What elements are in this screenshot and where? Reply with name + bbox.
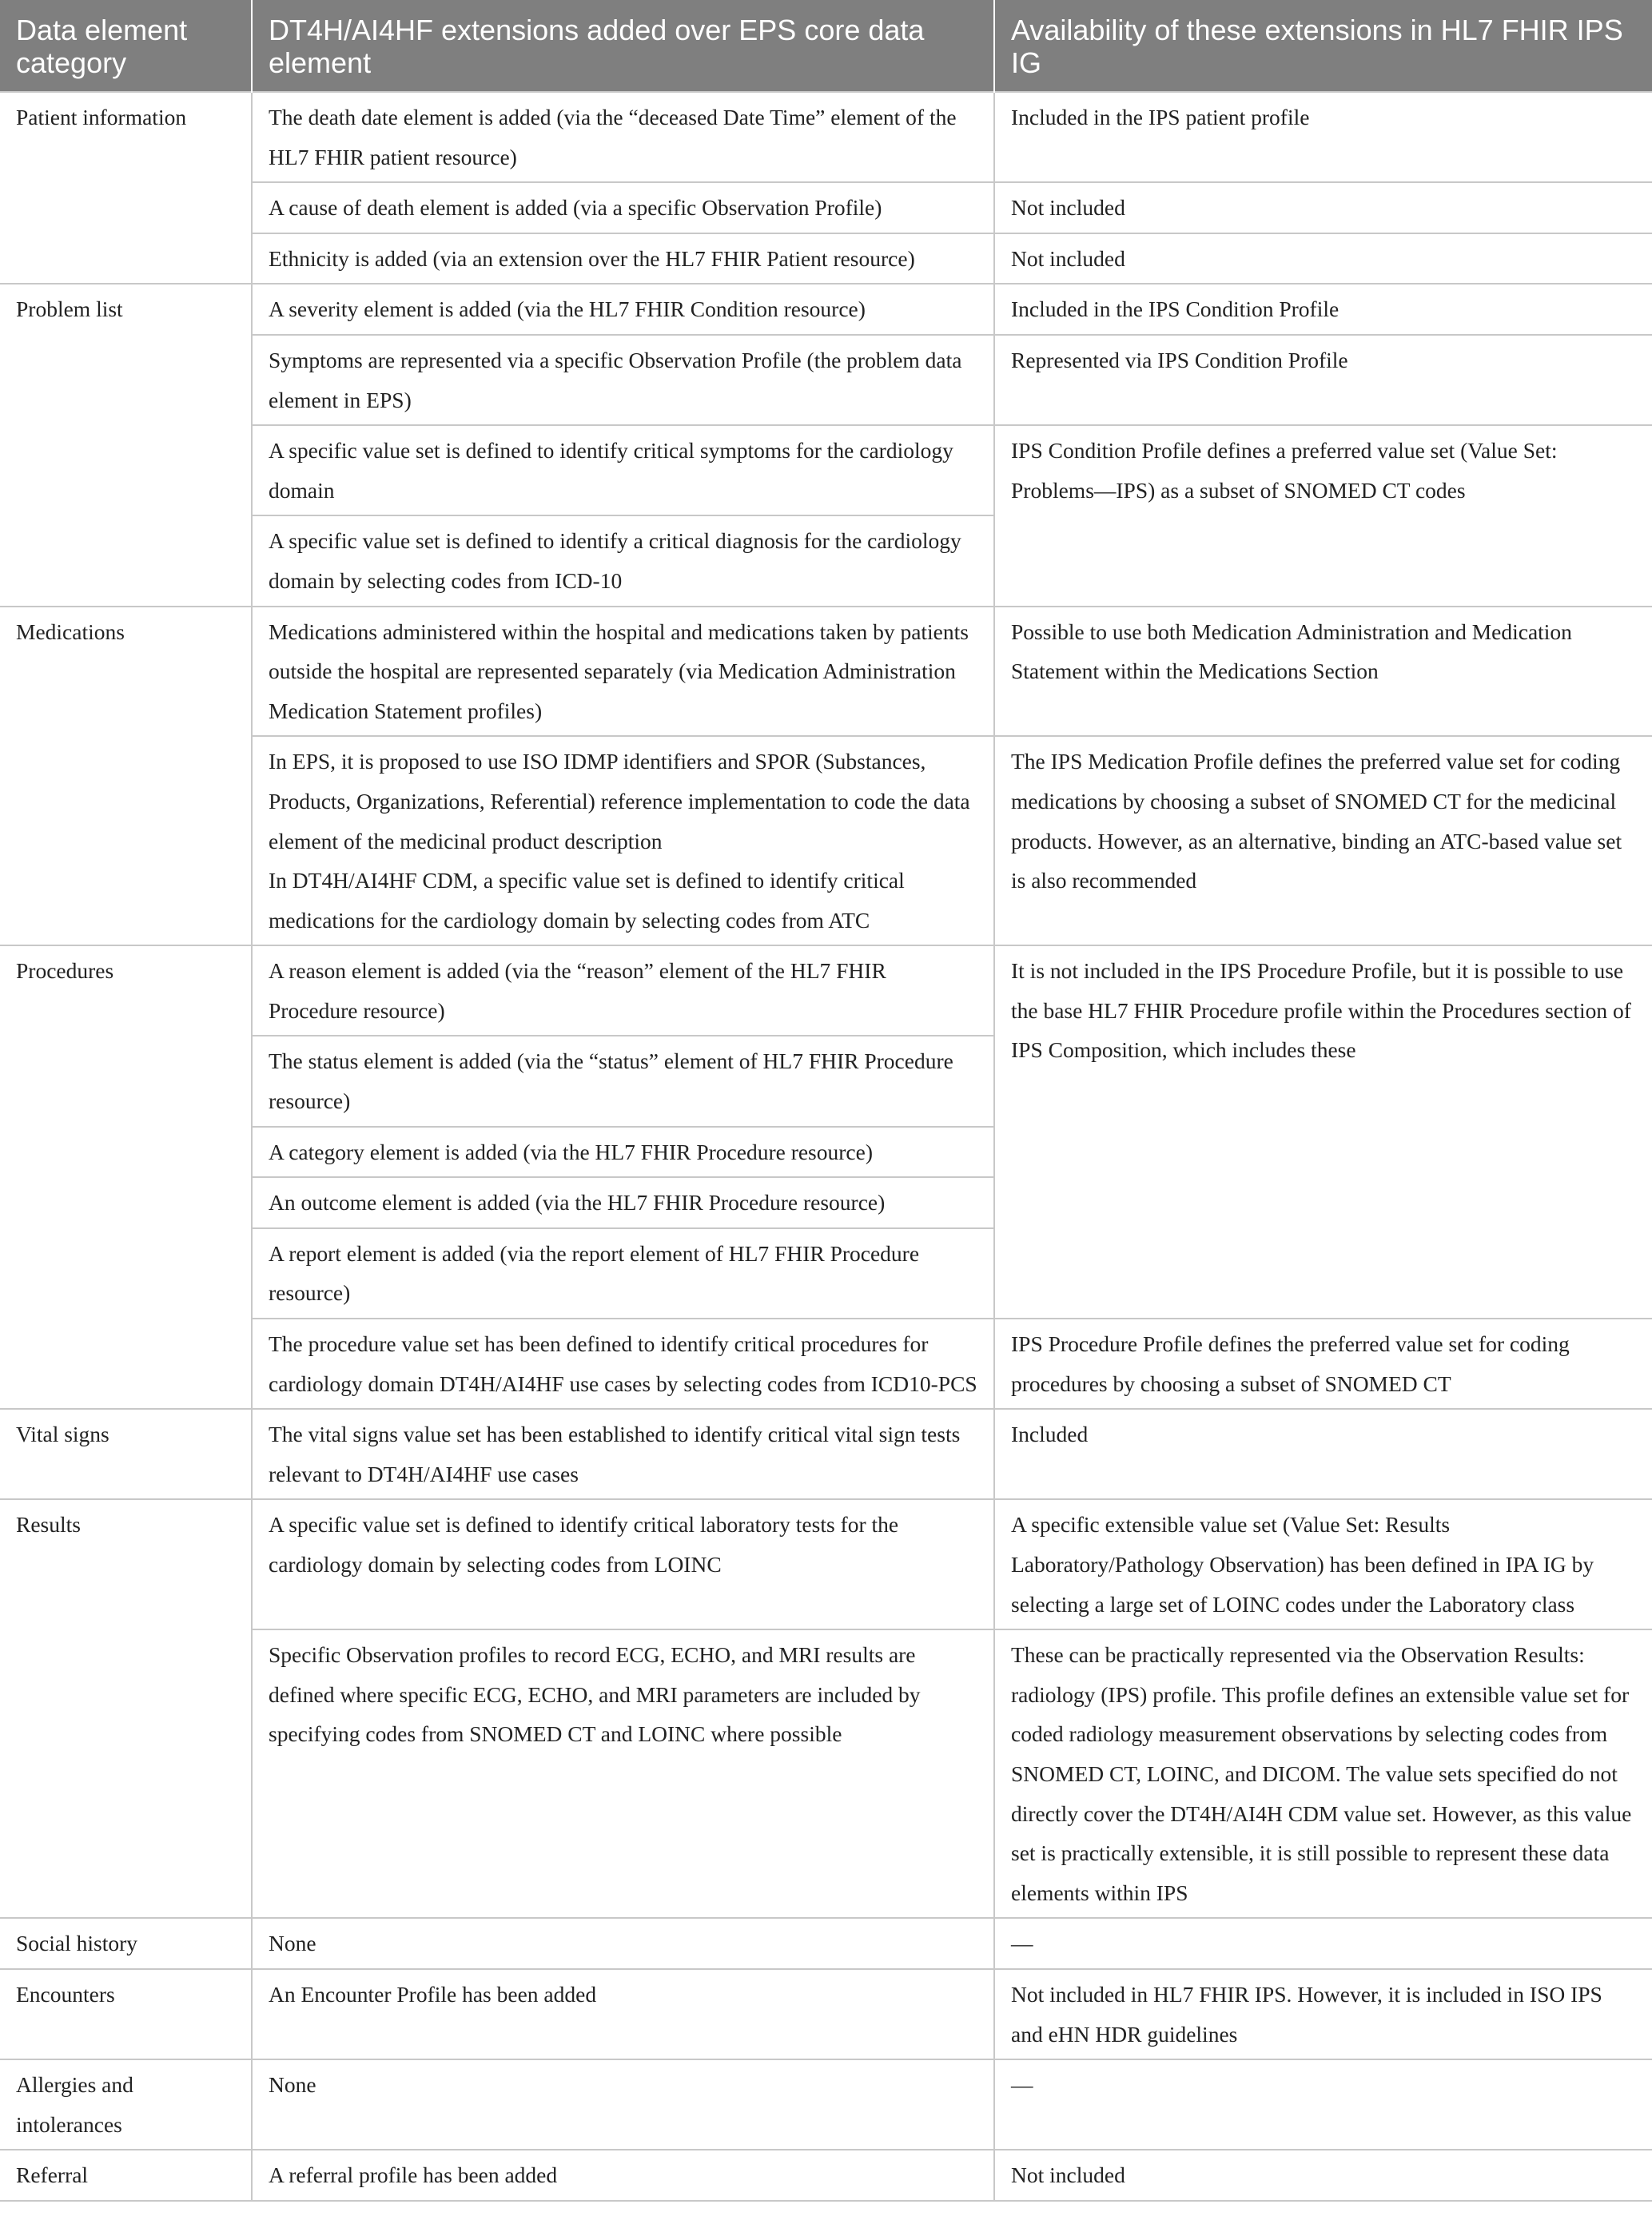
availability-cell: Included in the IPS patient profile [994,92,1652,182]
table-row [0,2059,1652,2150]
table-row [0,1918,1652,1969]
extension-cell: Medications administered within the hospital and medications taken by patients outside the hospital are represented separately (via Medication Administration Medication Statement profiles) [252,607,994,737]
table-row [0,1499,1652,1629]
category-cell: Allergies and intolerances [0,2059,252,2150]
category-cell: Medications [0,607,252,946]
availability-cell: Represented via IPS Condition Profile [994,335,1652,425]
extension-cell: The death date element is added (via the “deceased Date Time” element of the HL7 FHIR patient resource) [252,92,994,182]
extension-cell: An Encounter Profile has been added [252,1969,994,2059]
availability-cell: Included [994,1409,1652,1499]
extension-cell: A category element is added (via the HL7 FHIR Procedure resource) [252,1127,994,1178]
header-extensions: DT4H/AI4HF extensions added over EPS core data element [252,0,994,92]
category-cell: Patient information [0,92,252,284]
extension-cell: A cause of death element is added (via a specific Observation Profile) [252,182,994,233]
extension-cell: A reason element is added (via the “reason” element of the HL7 FHIR Procedure resource) [252,945,994,1036]
extension-cell: The procedure value set has been defined to identify critical procedures for cardiology domain DT4H/AI4HF use cases by selecting codes from ICD10-PCS [252,1319,994,1409]
category-cell: Referral [0,2150,252,2201]
extension-cell: A specific value set is defined to identify a critical diagnosis for the cardiology domain by selecting codes from ICD-10 [252,515,994,606]
extension-cell: A report element is added (via the report element of HL7 FHIR Procedure resource) [252,1228,994,1319]
table-row [0,2150,1652,2201]
category-cell: Procedures [0,945,252,1409]
availability-cell: It is not included in the IPS Procedure Profile, but it is possible to use the base HL7 FHIR Procedure profile within the Procedures section of IPS Composition, which includes these [994,945,1652,1319]
header-row [0,0,1652,92]
extension-cell: None [252,1918,994,1969]
availability-cell: — [994,1918,1652,1969]
category-cell: Results [0,1499,252,1918]
table-row [0,1409,1652,1499]
availability-cell: — [994,2059,1652,2150]
availability-cell: Not included [994,182,1652,233]
extension-cell: A specific value set is defined to identify critical laboratory tests for the cardiology domain by selecting codes from LOINC [252,1499,994,1629]
table-row [0,92,1652,182]
availability-cell: Not included [994,233,1652,284]
table-header [0,0,1652,92]
header-category: Data element category [0,0,252,92]
extension-cell: Symptoms are represented via a specific Observation Profile (the problem data element in EPS) [252,335,994,425]
availability-cell: Not included in HL7 FHIR IPS. However, it is included in ISO IPS and eHN HDR guidelines [994,1969,1652,2059]
category-cell: Encounters [0,1969,252,2059]
availability-cell: The IPS Medication Profile defines the preferred value set for coding medications by choosing a subset of SNOMED CT for the medicinal products. However, as an alternative, binding an ATC-based value set is also recommended [994,736,1652,945]
category-cell: Social history [0,1918,252,1969]
extension-cell: The vital signs value set has been established to identify critical vital sign tests relevant to DT4H/AI4HF use cases [252,1409,994,1499]
availability-cell: A specific extensible value set (Value Set: Results Laboratory/Pathology Observation) has been defined in IPA IG by selecting a large set of LOINC codes under the Laboratory class [994,1499,1652,1629]
table-row [0,1969,1652,2059]
extension-cell: A severity element is added (via the HL7 FHIR Condition resource) [252,284,994,335]
extension-paragraph: In DT4H/AI4HF CDM, a specific value set is defined to identify critical medications for the cardiology domain by selecting codes from ATC [269,868,905,933]
extension-cell: A specific value set is defined to identify critical symptoms for the cardiology domain [252,425,994,515]
extension-paragraph: In EPS, it is proposed to use ISO IDMP identifiers and SPOR (Substances, Products, Organizations, Referential) reference implementation to code the data element of the medicinal product description [269,749,970,853]
extension-cell: A referral profile has been added [252,2150,994,2201]
availability-cell: IPS Procedure Profile defines the preferred value set for coding procedures by choosing a subset of SNOMED CT [994,1319,1652,1409]
table-body [0,92,1652,2201]
availability-cell: Possible to use both Medication Administration and Medication Statement within the Medications Section [994,607,1652,737]
header-availability: Availability of these extensions in HL7 FHIR IPS IG [994,0,1652,92]
extension-cell: Ethnicity is added (via an extension over the HL7 FHIR Patient resource) [252,233,994,284]
extension-cell: Specific Observation profiles to record ECG, ECHO, and MRI results are defined where specific ECG, ECHO, and MRI parameters are included by specifying codes from SNOMED CT and LOINC where possible [252,1629,994,1918]
availability-cell: Not included [994,2150,1652,2201]
category-cell: Problem list [0,284,252,606]
extension-cell: An outcome element is added (via the HL7 FHIR Procedure resource) [252,1177,994,1228]
availability-cell: Included in the IPS Condition Profile [994,284,1652,335]
extension-cell: The status element is added (via the “status” element of HL7 FHIR Procedure resource) [252,1036,994,1126]
availability-cell: These can be practically represented via the Observation Results: radiology (IPS) profile. This profile defines an extensible value set for coded radiology measurement observations by selecting codes from SNOMED CT, LOINC, and DICOM. The value sets specified do not directly cover the DT4H/AI4H CDM value set. However, as this value set is practically extensible, it is still possible to represent these data elements within IPS [994,1629,1652,1918]
availability-cell: IPS Condition Profile defines a preferred value set (Value Set: Problems—IPS) as a subset of SNOMED CT codes [994,425,1652,606]
category-cell: Vital signs [0,1409,252,1499]
table-row [0,284,1652,335]
extension-cell [252,736,994,945]
extension-cell: None [252,2059,994,2150]
table-row [0,607,1652,737]
table-row [0,945,1652,1036]
